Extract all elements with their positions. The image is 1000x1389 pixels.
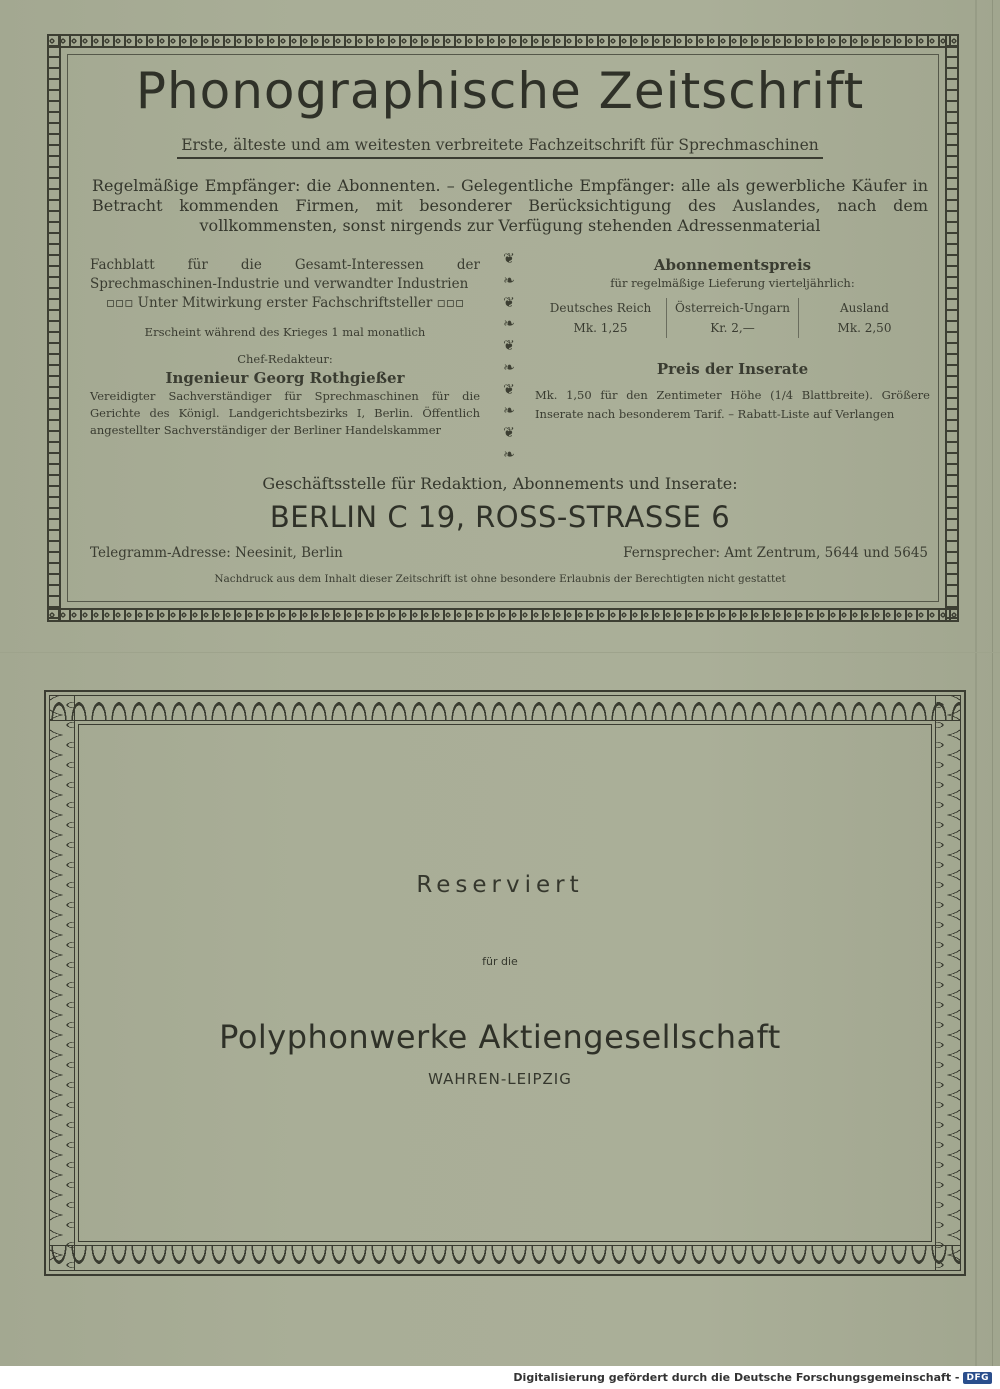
reprint-notice: Nachdruck aus dem Inhalt dieser Zeitschrift ist ohne besondere Erlaubnis der Berechtigten nicht gestattet [214,573,786,585]
left-column [90,256,480,439]
price-region: Österreich-Ungarn [675,301,790,315]
vine-ornament-icon: ❦ ❧ ❦ ❧ ❦ ❧ ❦ ❧ ❦ ❧ [503,251,515,463]
price-table [535,298,930,338]
ornamental-arch-border-left [49,695,75,1271]
office-label: Geschäftsstelle für Redaktion, Abonnements und Inserate: [262,474,738,493]
company-city: WAHREN-LEIPZIG [428,1070,572,1088]
price-cell [535,298,666,338]
fold-line [975,0,977,1389]
subtitle-text: Erste, älteste und am weitesten verbreitete Fachzeitschrift für Sprechmaschinen [177,136,823,159]
mitwirkung-text: ▫▫▫ Unter Mitwirkung erster Fachschriftsteller ▫▫▫ [105,295,465,311]
dfg-logo-icon[interactable]: DFG [963,1372,992,1384]
chef-label: Chef-Redakteur: [237,352,333,366]
footer-text: Digitalisierung gefördert durch die Deutsche Forschungsgemeinschaft - [513,1371,960,1384]
chef-name: Ingenieur Georg Rothgießer [165,369,405,387]
chef-description: Vereidigter Sachverständiger für Sprechmaschinen für die Gerichte des Königl. Landgerichtsbezirks I, Berlin. Öffentlich angestellter Sachverständiger der Berliner Handelskammer [90,389,480,437]
inserate-title: Preis der Inserate [656,360,809,378]
for-text: für die [482,955,518,968]
telegram-address: Telegramm-Adresse: Neesinit, Berlin [90,545,343,561]
fachblatt-text: Fachblatt für die Gesamt-Interessen der Sprechmaschinen-Industrie und verwandter Industrien [90,257,480,292]
phone-number: Fernsprecher: Amt Zentrum, 5644 und 5645 [623,545,928,561]
advert-inner-border [78,724,932,1242]
page-title: Phonographische Zeitschrift [135,62,865,120]
intro-paragraph: Regelmäßige Empfänger: die Abonnenten. – Gelegentliche Empfänger: alle als gewerbliche Käufer in Betracht kommenden Firmen, mit besonderer Berücksichtigung des Auslandes, nach dem vollkommensten, sonst nirgends zur Verfügung stehenden Adressenmaterial [92,176,928,235]
contact-row [90,545,928,561]
office-address: BERLIN C 19, ROSS-STRASSE 6 [269,500,731,534]
price-cell [798,298,930,338]
erscheint-text: Erscheint während des Krieges 1 mal monatlich [144,325,426,339]
price-value: Mk. 1,25 [573,321,628,335]
price-region: Ausland [840,301,889,315]
reserved-heading: Reserviert [416,872,584,898]
abo-title: Abonnementspreis [653,256,812,274]
price-cell [666,298,798,338]
price-value: Mk. 2,50 [837,321,892,335]
fold-line [992,0,993,1389]
ornamental-arch-border-top [49,695,961,721]
fold-line [0,652,1000,653]
ornamental-border-bottom [47,608,959,622]
right-column [535,256,930,424]
advert-frame [44,690,966,1276]
inserate-text: Mk. 1,50 für den Zentimeter Höhe (1/4 Blattbreite). Größere Inserate nach besonderem Tarif. – Rabatt-Liste auf Verlangen [535,388,930,421]
digitization-footer [0,1366,1000,1389]
price-region: Deutsches Reich [549,301,652,315]
ornamental-arch-border-bottom [49,1245,961,1271]
ornamental-border-top [47,34,959,48]
price-value: Kr. 2,— [710,321,755,335]
ornamental-arch-border-right [935,695,961,1271]
page-subtitle [0,136,1000,154]
company-name: Polyphonwerke Aktiengesellschaft [219,1018,781,1056]
abo-subtitle: für regelmäßige Lieferung vierteljährlich: [610,276,855,290]
